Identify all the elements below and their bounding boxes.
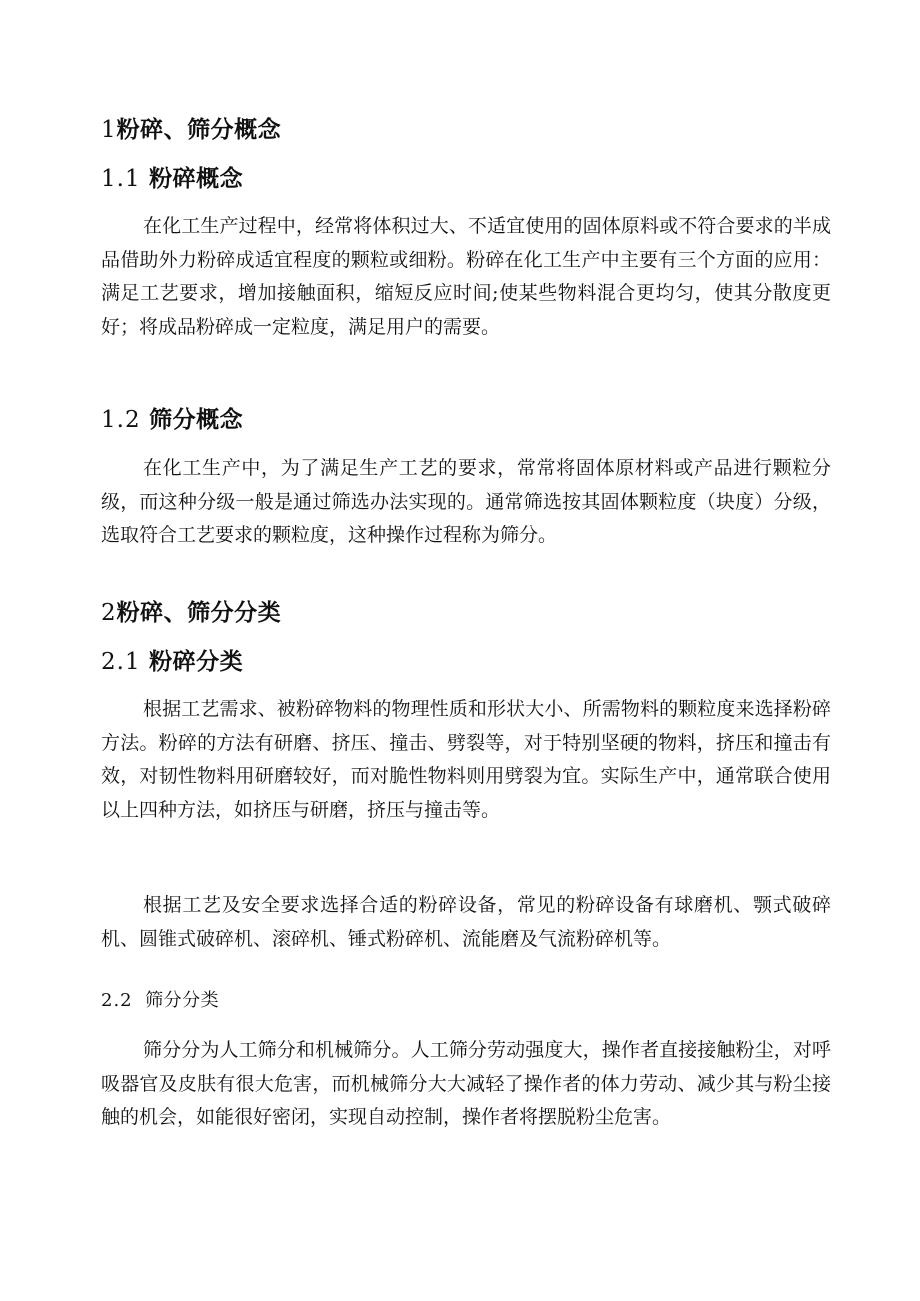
section-2-heading: 2粉碎、筛分分类: [101, 600, 282, 626]
section-2-1-heading: 2.1 粉碎分类: [101, 649, 244, 675]
section-1-heading: 1粉碎、筛分概念: [101, 117, 282, 143]
section-2-1-paragraph-1: 根据工艺需求、被粉碎物料的物理性质和形状大小、所需物料的颗粒度来选择粉碎方法。粉碎的方法有研磨、挤压、撞击、劈裂等，对于特别坚硬的物料，挤压和撞击有效，对韧性物料用研磨较好，而对脆性物料则用劈裂为宜。实际生产中，通常联合使用以上四种方法，如挤压与研磨，挤压与撞击等。: [101, 698, 831, 821]
section-1-1-heading: 1.1 粉碎概念: [101, 166, 244, 192]
section-2-2-heading: 2.2 筛分分类: [101, 990, 220, 1011]
section-1-1-paragraph: 在化工生产过程中，经常将体积过大、不适宜使用的固体原料或不符合要求的半成品借助外力粉碎成适宜程度的颗粒或细粉。粉碎在化工生产中主要有三个方面的应用：满足工艺要求，增加接触面积，缩短反应时间;使某些物料混合更均匀，使其分散度更好；将成品粉碎成一定粒度，满足用户的需要。: [101, 215, 831, 338]
section-2-2-paragraph: 筛分分为人工筛分和机械筛分。人工筛分劳动强度大，操作者直接接触粉尘，对呼吸器官及皮肤有很大危害，而机械筛分大大减轻了操作者的体力劳动、减少其与粉尘接触的机会，如能很好密闭，实现自动控制，操作者将摆脱粉尘危害。: [101, 1039, 831, 1128]
section-2-1-paragraph-2: 根据工艺及安全要求选择合适的粉碎设备，常见的粉碎设备有球磨机、颚式破碎机、圆锥式破碎机、滚碎机、锤式粉碎机、流能磨及气流粉碎机等。: [101, 894, 831, 950]
section-1-2-heading: 1.2 筛分概念: [101, 407, 244, 433]
section-1-2-paragraph: 在化工生产中，为了满足生产工艺的要求，常常将固体原材料或产品进行颗粒分级，而这种分级一般是通过筛选办法实现的。通常筛选按其固体颗粒度（块度）分级，选取符合工艺要求的颗粒度，这种操作过程称为筛分。: [101, 457, 831, 546]
